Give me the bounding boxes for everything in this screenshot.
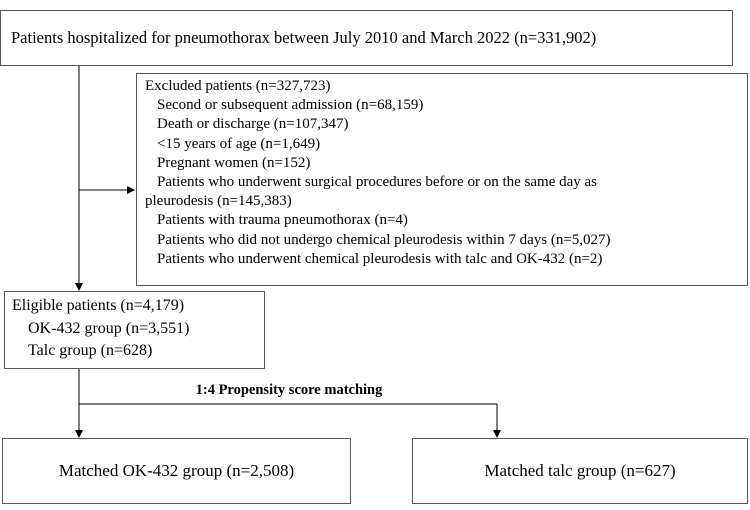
matched-ok432-text: Matched OK-432 group (n=2,508) bbox=[58, 461, 295, 480]
matched-talc-text: Matched talc group (n=627) bbox=[484, 461, 676, 480]
excluded-item: Death or discharge (n=107,347) bbox=[157, 116, 349, 133]
initial-population-text: Patients hospitalized for pneumothorax between July 2010 and March 2022 (n=331,902) bbox=[11, 28, 597, 47]
excluded-item: Patients who underwent surgical procedures before or on the same day as bbox=[157, 174, 598, 191]
eligible-ok432-group: OK-432 group (n=3,551) bbox=[28, 319, 190, 337]
excluded-item: Patients who did not undergo chemical pleurodesis within 7 days (n=5,027) bbox=[157, 231, 611, 248]
excluded-item: Second or subsequent admission (n=68,159) bbox=[157, 97, 424, 114]
eligible-patients-box bbox=[4, 291, 265, 369]
propensity-matching-label: 1:4 Propensity score matching bbox=[195, 382, 383, 398]
eligible-heading: Eligible patients (n=4,179) bbox=[12, 297, 185, 314]
excluded-item: Patients who underwent chemical pleurodesis with talc and OK-432 (n=2) bbox=[157, 250, 603, 267]
excluded-item: <15 years of age (n=1,649) bbox=[157, 135, 321, 152]
matched-ok432-box bbox=[2, 438, 351, 504]
excluded-item: Pregnant women (n=152) bbox=[157, 154, 311, 171]
eligible-talc-group: Talc group (n=628) bbox=[28, 342, 153, 359]
matched-talc-box bbox=[412, 438, 748, 504]
excluded-heading: Excluded patients (n=327,723) bbox=[145, 78, 331, 94]
excluded-item: Patients with trauma pneumothorax (n=4) bbox=[157, 212, 408, 229]
initial-population-box bbox=[0, 10, 733, 66]
excluded-item-continuation: pleurodesis (n=145,383) bbox=[145, 193, 292, 210]
excluded-patients-box bbox=[136, 73, 748, 286]
